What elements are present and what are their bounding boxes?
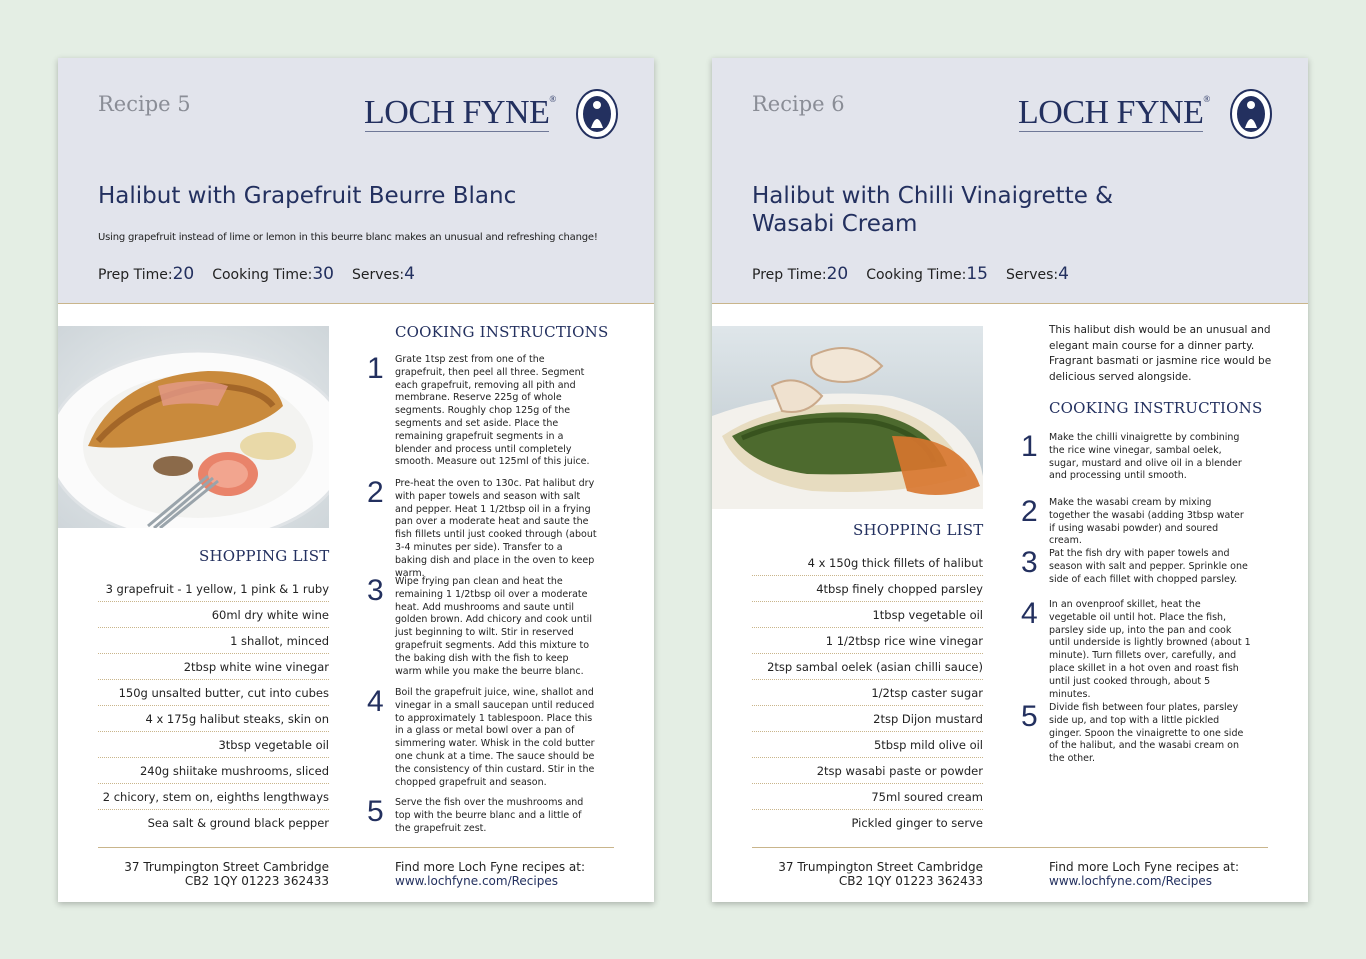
- shopping-item: 3tbsp vegetable oil: [98, 732, 329, 758]
- shopping-list-heading: SHOPPING LIST: [853, 521, 984, 539]
- recipe-card-5: [58, 58, 654, 902]
- step-text: Grate 1tsp zest from one of the grapefruit, then peel all three. Segment each grapefruit, removing all pith and membrane. Reserve 225g of whole segments. Roughly chop 125g of the segments and set aside. Place the remaining grapefruit segments in a blender and process until completely smooth. Measure out 125ml of this juice.: [395, 354, 590, 468]
- recipe-title: Halibut with Grapefruit Beurre Blanc: [98, 183, 517, 209]
- step-number: 1: [1021, 430, 1038, 463]
- shopping-item: 4 x 150g thick fillets of halibut: [752, 550, 983, 576]
- step-number: 2: [1021, 495, 1038, 528]
- step-text: Make the chilli vinaigrette by combining the rice wine vinegar, sambal oelek, sugar, mustard and olive oil in a blender and processing until smooth.: [1049, 432, 1242, 482]
- recipes-link[interactable]: www.lochfyne.com/Recipes: [395, 874, 558, 888]
- recipe-number: Recipe 5: [98, 92, 191, 116]
- step-text: In an ovenproof skillet, heat the vegetable oil until hot. Place the fish, parsley side up, into the pan and cook until underside is lightly browned (about 1 minute). Turn fillets over, carefully, and place skillet in a hot oven and roast fish until just cooked through, about 5 minutes.: [1049, 599, 1251, 700]
- step-text: Pre-heat the oven to 130c. Pat halibut dry with paper towels and season with salt and pepper. Heat 1 1/2tbsp oil in a frying pan over a moderate heat and saute the fish fillets until just cooked through (about 3-4 minutes per side). Transfer to a baking dish and place in the oven to keep warm.: [395, 478, 597, 579]
- shopping-item: 150g unsalted butter, cut into cubes: [98, 680, 329, 706]
- cook-value: 15: [966, 264, 988, 284]
- seal-icon: [576, 88, 618, 140]
- step-text: Serve the fish over the mushrooms and top with the beurre blanc and a little of the grapefruit zest.: [395, 797, 584, 834]
- brand-logo: LOCH FYNE®: [1018, 94, 1210, 131]
- cooking-steps: [1021, 430, 1271, 765]
- prep-value: 20: [172, 264, 195, 284]
- shopping-item: 2tsp wasabi paste or powder: [752, 758, 983, 784]
- step-number: 2: [367, 476, 384, 509]
- prep-label: Prep Time:: [98, 267, 173, 283]
- recipe-blurb: This halibut dish would be an unusual and elegant main course for a dinner party. Fragrant basmati or jasmine rice would be delicious served alongside.: [1049, 324, 1272, 383]
- shopping-item: 1 1/2tbsp rice wine vinegar: [752, 628, 983, 654]
- step-text: Boil the grapefruit juice, wine, shallot and vinegar in a small saucepan until reduced to approximately 1 tablespoon. Place this in a glass or metal bowl over a pan of simmering water. Whisk in the cold butter one chunk at a time. The sauce should be the consistency of thin custard. Stir in the chopped grapefruit and season.: [395, 687, 595, 788]
- card-header: [58, 58, 654, 304]
- serves-value: 4: [404, 264, 415, 284]
- recipe-number: Recipe 6: [752, 92, 845, 116]
- footer-rule: [752, 847, 1268, 848]
- shopping-item: 5tbsp mild olive oil: [752, 732, 983, 758]
- dish-photo: [712, 326, 983, 509]
- shopping-list: [752, 550, 983, 836]
- shopping-item: Pickled ginger to serve: [851, 816, 983, 830]
- shopping-item: 2 chicory, stem on, eighths lengthways: [98, 784, 329, 810]
- step-number: 4: [1021, 597, 1038, 630]
- brand-underline: [365, 131, 549, 132]
- cook-label: Cooking Time:: [866, 267, 967, 283]
- step-text: Pat the fish dry with paper towels and season with salt and pepper. Sprinkle one side of each fillet with chopped parsley.: [1049, 548, 1248, 585]
- step-number: 5: [1021, 700, 1038, 733]
- shopping-item: 1 shallot, minced: [98, 628, 329, 654]
- shopping-item: Sea salt & ground black pepper: [147, 816, 329, 830]
- step-text: Divide fish between four plates, parsley side up, and top with a little pickled ginger. Spoon the vinaigrette to one side of the halibut, and the wasabi cream on the other.: [1049, 702, 1244, 765]
- more-recipes: Find more Loch Fyne recipes at: www.lochfyne.com/Recipes: [1049, 860, 1269, 888]
- step-number: 4: [367, 685, 384, 718]
- cooking-instructions-heading: COOKING INSTRUCTIONS: [1049, 399, 1263, 417]
- shopping-item: 2tsp Dijon mustard: [752, 706, 983, 732]
- shopping-item: 75ml soured cream: [752, 784, 983, 810]
- shopping-item: 2tsp sambal oelek (asian chilli sauce): [752, 654, 983, 680]
- recipe-title: Halibut with Chilli Vinaigrette & Wasabi Cream: [752, 183, 1114, 237]
- shopping-item: 240g shiitake mushrooms, sliced: [98, 758, 329, 784]
- shopping-item: 1/2tsp caster sugar: [752, 680, 983, 706]
- shopping-item: 60ml dry white wine: [98, 602, 329, 628]
- shopping-list-heading: SHOPPING LIST: [199, 547, 330, 565]
- recipe-intro: Using grapefruit instead of lime or lemon in this beurre blanc makes an unusual and refreshing change!: [98, 232, 598, 243]
- serves-label: Serves:: [1005, 267, 1059, 283]
- shopping-item: 4tbsp finely chopped parsley: [752, 576, 983, 602]
- step-text: Make the wasabi cream by mixing together the wasabi (adding 3tbsp water if using wasabi powder) and soured cream.: [1049, 497, 1244, 547]
- recipe-meta: [98, 264, 415, 284]
- shopping-item: 1tbsp vegetable oil: [752, 602, 983, 628]
- cooking-steps: [367, 354, 617, 844]
- prep-value: 20: [826, 264, 849, 284]
- dish-photo: [58, 326, 329, 528]
- step-number: 3: [1021, 546, 1038, 579]
- shopping-item: 4 x 175g halibut steaks, skin on: [98, 706, 329, 732]
- shopping-item: 3 grapefruit - 1 yellow, 1 pink & 1 ruby: [98, 576, 329, 602]
- footer-rule: [98, 847, 614, 848]
- step-number: 5: [367, 795, 384, 828]
- restaurant-address: 37 Trumpington Street Cambridge CB2 1QY 01223 362433: [778, 860, 983, 888]
- cook-label: Cooking Time:: [212, 267, 313, 283]
- brand-underline: [1019, 131, 1203, 132]
- prep-label: Prep Time:: [752, 267, 827, 283]
- seal-icon: [1230, 88, 1272, 140]
- cook-value: 30: [312, 264, 334, 284]
- more-recipes: Find more Loch Fyne recipes at: www.lochfyne.com/Recipes: [395, 860, 615, 888]
- recipes-link[interactable]: www.lochfyne.com/Recipes: [1049, 874, 1212, 888]
- serves-label: Serves:: [351, 267, 405, 283]
- recipe-meta: [752, 264, 1069, 284]
- restaurant-address: 37 Trumpington Street Cambridge CB2 1QY 01223 362433: [124, 860, 329, 888]
- step-number: 1: [367, 352, 384, 385]
- step-text: Wipe frying pan clean and heat the remaining 1 1/2tbsp oil over a moderate heat. Add mushrooms and saute until golden brown. Add chicory and cook until just beginning to wilt. Stir in reserved grapefruit segments. Add this mixture to the baking dish with the fish to keep warm while you make the beurre blanc.: [395, 576, 592, 677]
- recipe-card-6: [712, 58, 1308, 902]
- card-header: [712, 58, 1308, 304]
- step-number: 3: [367, 574, 384, 607]
- shopping-item: 2tbsp white wine vinegar: [98, 654, 329, 680]
- brand-logo: LOCH FYNE®: [364, 94, 556, 131]
- cooking-instructions-heading: COOKING INSTRUCTIONS: [395, 323, 609, 341]
- serves-value: 4: [1058, 264, 1069, 284]
- shopping-list: [98, 576, 329, 836]
